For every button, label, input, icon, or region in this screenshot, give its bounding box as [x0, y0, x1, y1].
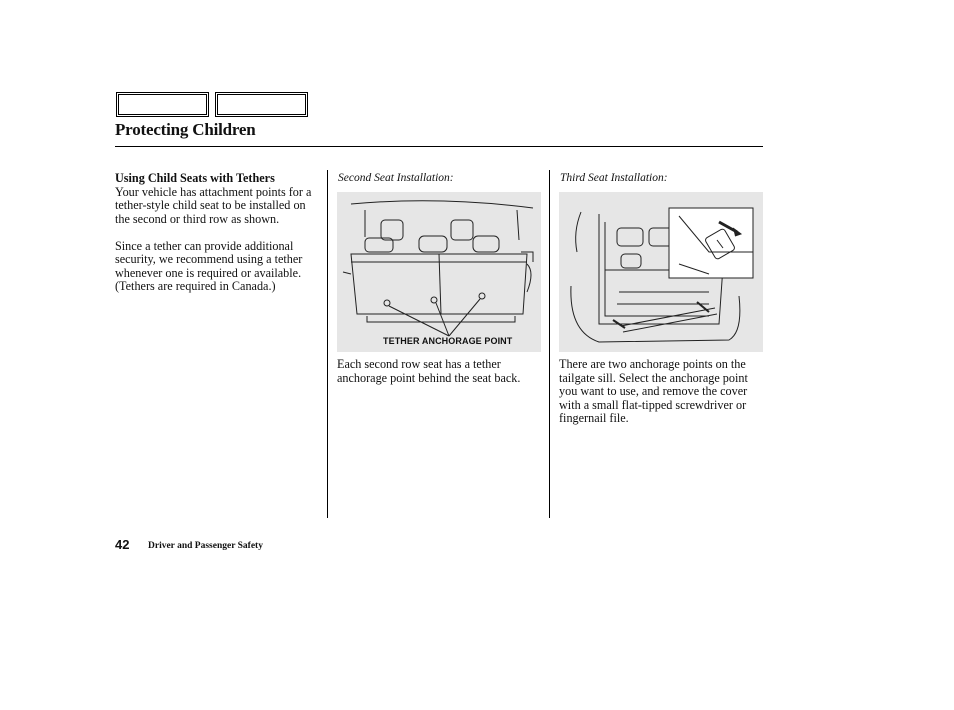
header-tab-box-1 [116, 92, 209, 117]
right-column-text [559, 358, 764, 439]
second-seat-caption: Second Seat Installation: [338, 172, 454, 184]
middle-column-text [337, 358, 542, 399]
footer-section-title: Driver and Passenger Safety [148, 541, 263, 551]
third-seat-illustration [559, 192, 763, 352]
right-paragraph: There are two anchorage points on the tailgate sill. Select the anchorage point you want to use, and remove the cover with a small flat-tipped screwdriver or fingernail file. [559, 357, 748, 425]
column-divider-1 [327, 170, 328, 518]
title-rule [115, 146, 763, 147]
second-seat-illustration [337, 192, 541, 352]
left-paragraph-2: Since a tether can provide additional security, we recommend using a tether whenever one is required or available. (Tethers are required in Canada.) [115, 238, 303, 293]
left-column [115, 172, 320, 307]
column-divider-2 [549, 170, 550, 518]
left-paragraph-1: Your vehicle has attachment points for a tether-style child seat to be installed on the second or third row as shown. [115, 184, 312, 226]
section-heading: Using Child Seats with Tethers [115, 171, 275, 185]
header-tab-box-2 [215, 92, 308, 117]
third-seat-caption: Third Seat Installation: [560, 172, 668, 184]
second-seat-figure [337, 192, 541, 352]
page-title: Protecting Children [115, 120, 256, 139]
page-number: 42 [115, 537, 130, 552]
tether-anchorage-label: TETHER ANCHORAGE POINT [383, 336, 513, 346]
middle-paragraph: Each second row seat has a tether anchorage point behind the seat back. [337, 357, 521, 385]
third-seat-figure [559, 192, 763, 352]
